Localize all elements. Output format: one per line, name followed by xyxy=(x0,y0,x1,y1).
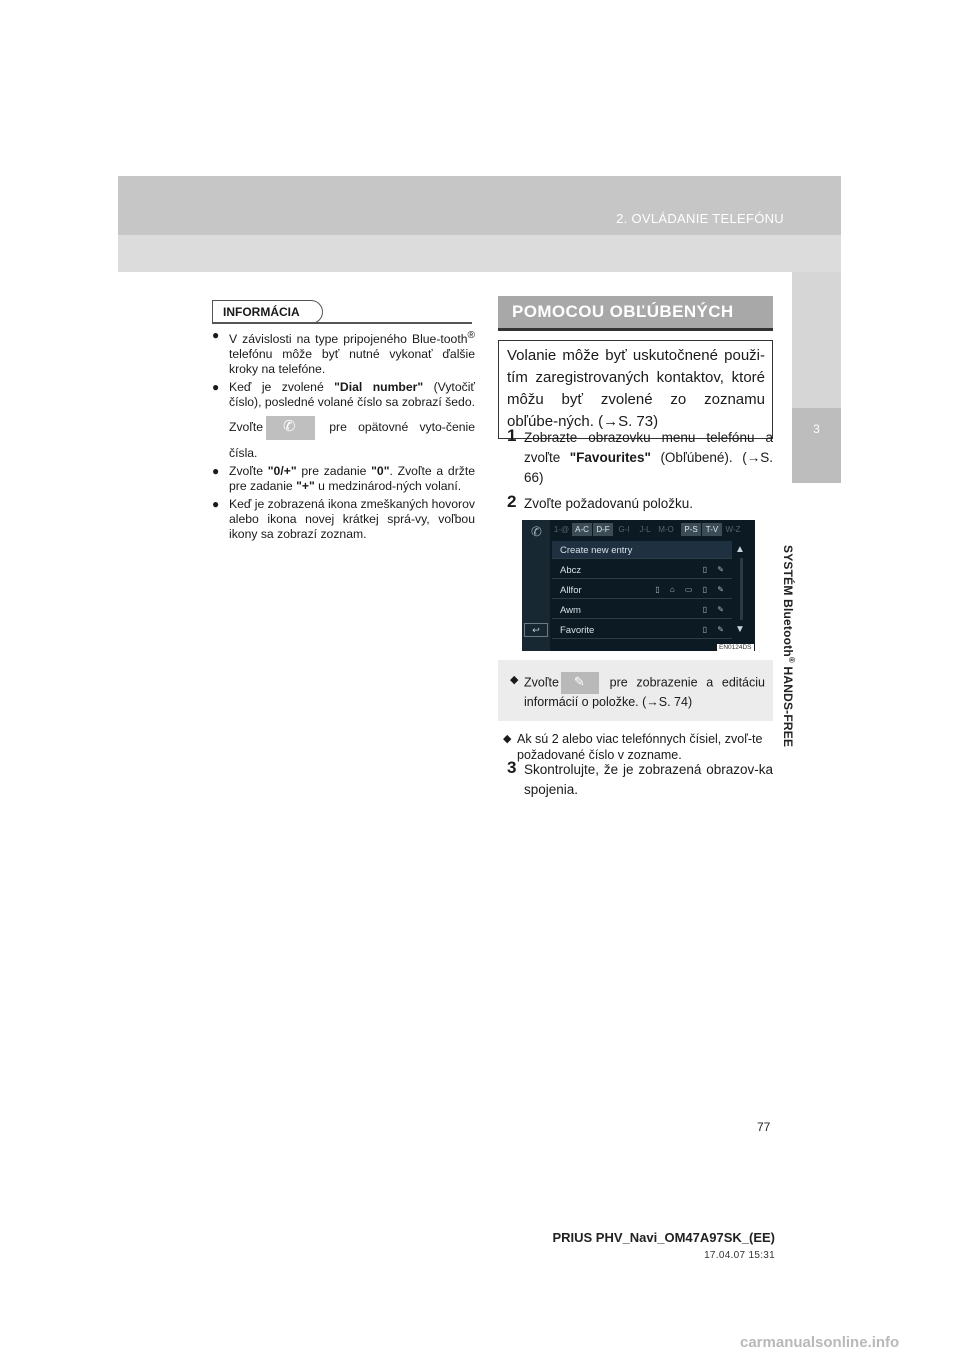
screen-left-bar xyxy=(522,520,550,651)
multi-number-note-text: Ak sú 2 alebo viac telefónnych čísiel, zvoľ-te požadované číslo v zozname. xyxy=(517,732,763,762)
phone-call-icon: ✆ xyxy=(266,416,315,440)
favourites-screen-image xyxy=(522,520,755,651)
phone-icon: ✆ xyxy=(531,524,542,539)
contact-row: Awm ▯ ✎ xyxy=(552,601,732,619)
favourites-intro: Volanie môže byť uskutočnené použi-tím zaregistrovaných kontaktov, ktoré môžu byť zvolené zo zoznamu obľúbe-ných. (→S. 73) xyxy=(498,340,773,439)
step-text: Zobrazte obrazovku menu telefónu a zvoľte "Favourites" (Obľúbené). (→S. 66) xyxy=(524,430,773,485)
favourites-heading-rule xyxy=(498,328,773,331)
favourites-heading: POMOCOU OBĽÚBENÝCH xyxy=(498,296,773,328)
diamond-bullet-icon: ◆ xyxy=(510,674,519,686)
info-bullet: ● Zvoľte "0/+" pre zadanie "0". Zvoľte a držte pre zadanie "+" u medzinárod-ných volaní. xyxy=(212,464,475,494)
contact-icons: ▯ ✎ xyxy=(702,625,728,634)
step-1 xyxy=(507,428,773,488)
contact-row: Abcz ▯ ✎ xyxy=(552,561,732,579)
edit-note-text: Zvoľte ✎ pre zobrazenie a editáciu informácií o položke. (→S. 74) xyxy=(524,674,765,709)
document-code: PRIUS PHV_Navi_OM47A97SK_(EE) xyxy=(552,1230,775,1245)
contact-icons: ▯ ⌂ ▭ ▯ ✎ xyxy=(655,585,728,594)
step-number: 3 xyxy=(507,758,517,777)
tab-a-c: A-C xyxy=(572,523,592,536)
step-text: Skontrolujte, že je zobrazená obrazov-ka spojenia. xyxy=(524,762,773,797)
tab-t-v: T-V xyxy=(702,523,722,536)
chapter-title: SYSTÉM Bluetooth® HANDS-FREE xyxy=(781,545,796,748)
tab-j-l: J-L xyxy=(639,525,651,534)
tab-w-z: W-Z xyxy=(725,525,741,534)
page-header-band xyxy=(118,176,841,272)
info-bullet: ● V závislosti na type pripojeného Blue-tooth® telefónu môže byť nutné vykonať ďalšie kroky na telefóne. xyxy=(212,328,475,377)
step-3 xyxy=(507,760,773,800)
page-number: 77 xyxy=(757,1120,771,1134)
contact-row: Allfor ▯ ⌂ ▭ ▯ ✎ xyxy=(552,581,732,599)
info-bullet: ● Keď je zobrazená ikona zmeškaných hovorov alebo ikona novej krátkej sprá-vy, voľbou ikony sa zobrazí zoznam. xyxy=(212,497,475,542)
diamond-bullet-icon: ◆ xyxy=(503,733,512,745)
side-tab-top xyxy=(792,272,841,408)
watermark: carmanualsonline.info xyxy=(740,1334,900,1351)
tab-g-i: G-I xyxy=(618,525,630,534)
contact-icons: ▯ ✎ xyxy=(702,565,728,574)
contact-icons: ▯ ✎ xyxy=(702,605,728,614)
scroll-down-icon: ▼ xyxy=(735,624,745,635)
info-label: INFORMÁCIA xyxy=(212,300,323,324)
back-icon: ↩ xyxy=(524,623,548,637)
tab-1-at: 1-@ xyxy=(553,525,570,534)
tab-d-f: D-F xyxy=(593,523,613,536)
scrollbar xyxy=(740,558,743,620)
edit-icon: ✎ xyxy=(561,672,599,694)
step-number: 2 xyxy=(507,492,517,511)
contact-row: Favorite ▯ ✎ xyxy=(552,621,732,639)
section-title: 2. OVLÁDANIE TELEFÓNU xyxy=(616,211,784,226)
tab-p-s: P-S xyxy=(681,523,701,536)
image-code: EN0124DS xyxy=(719,644,752,651)
info-bullet: ● Keď je zvolené "Dial number" (Vytočiť číslo), posledné volané číslo sa zobrazí šedo. Zvoľte ✆ pre opätovné vyto-čenie čísla. xyxy=(212,380,475,461)
multi-number-note xyxy=(503,731,773,763)
page-header-inner xyxy=(118,235,841,272)
scroll-up-icon: ▲ xyxy=(735,544,745,555)
step-text: Zvoľte požadovanú položku. xyxy=(524,496,694,511)
step-number: 1 xyxy=(507,426,517,445)
step-2 xyxy=(507,494,773,514)
chapter-number-box xyxy=(792,408,841,483)
info-bullets xyxy=(212,328,475,545)
info-rule xyxy=(212,322,472,324)
document-date: 17.04.07 15:31 xyxy=(704,1250,775,1261)
edit-note xyxy=(498,660,773,721)
create-new-entry-row: Create new entry xyxy=(552,541,732,559)
chapter-number: 3 xyxy=(813,422,820,436)
tab-m-o: M-O xyxy=(658,525,674,534)
